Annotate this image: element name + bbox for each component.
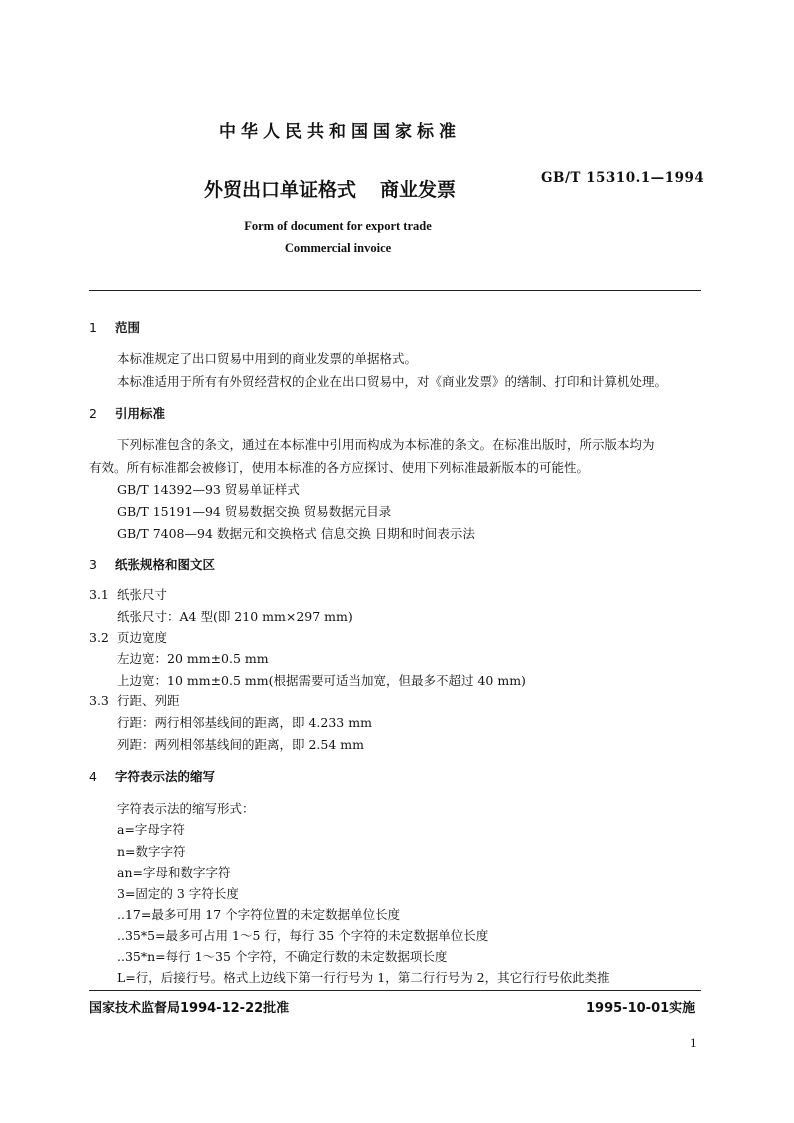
subsection-number: 3.3 bbox=[89, 693, 109, 708]
abbreviation-line: 3=固定的 3 字符长度 bbox=[117, 886, 239, 901]
reference-item: GB/T 14392—93 贸易单证样式 bbox=[117, 482, 300, 497]
paragraph-line: 行距：两行相邻基线间的距离，即 4.233 mm bbox=[117, 715, 372, 730]
paragraph-line: 纸张尺寸：A4 型(即 210 mm×297 mm) bbox=[117, 609, 353, 624]
section-3-heading bbox=[89, 555, 215, 573]
paragraph-line: 有效。所有标准都会被修订，使用本标准的各方应探讨、使用下列标准最新版本的可能性。 bbox=[89, 460, 590, 475]
abbreviation-line: a=字母字符 bbox=[117, 822, 185, 837]
abbreviation-line: L=行，后接行号。格式上边线下第一行行号为 1，第二行行号为 2，其它行行号依此类推 bbox=[117, 970, 610, 985]
standard-number: GB/T 15310.1—1994 bbox=[541, 170, 705, 186]
subsection-3-1-heading bbox=[89, 585, 167, 603]
section-number: 3 bbox=[89, 557, 97, 572]
subsection-title: 页边宽度 bbox=[117, 630, 168, 645]
national-standard-heading: 中华人民共和国国家标准 bbox=[219, 122, 461, 142]
section-number: 4 bbox=[89, 769, 97, 784]
footer-divider bbox=[89, 990, 701, 991]
section-number: 2 bbox=[89, 406, 97, 421]
abbreviation-line: ..35*n=每行 1～35 个字符，不确定行数的未定数据项长度 bbox=[117, 949, 448, 964]
abbreviation-line: 字符表示法的缩写形式： bbox=[117, 801, 255, 816]
section-title: 范围 bbox=[115, 320, 141, 335]
subsection-3-3-heading bbox=[89, 691, 180, 709]
paragraph-line: 本标准适用于所有有外贸经营权的企业在出口贸易中，对《商业发票》的缮制、打印和计算机处理。 bbox=[117, 374, 668, 389]
document-title-cn bbox=[204, 175, 456, 202]
subsection-title: 行距、列距 bbox=[117, 693, 180, 708]
title-cn-part2: 商业发票 bbox=[380, 179, 457, 201]
section-number: 1 bbox=[89, 320, 97, 335]
subsection-number: 3.2 bbox=[89, 630, 109, 645]
subsection-3-2-heading bbox=[89, 628, 167, 646]
abbreviation-line: ..17=最多可用 17 个字符位置的未定数据单位长度 bbox=[117, 907, 401, 922]
approval-info: 国家技术监督局1994-12-22批准 bbox=[89, 1001, 290, 1016]
section-title: 引用标准 bbox=[115, 406, 166, 421]
reference-item: GB/T 15191—94 贸易数据交换 贸易数据元目录 bbox=[117, 504, 392, 519]
title-en-line1: Form of document for export trade bbox=[244, 219, 432, 233]
paragraph-line: 下列标准包含的条文，通过在本标准中引用而构成为本标准的条文。在标准出版时，所示版本均为 bbox=[117, 437, 655, 452]
abbreviation-line: an=字母和数字字符 bbox=[117, 865, 231, 880]
paragraph-line: 本标准规定了出口贸易中用到的商业发票的单据格式。 bbox=[117, 351, 418, 366]
subsection-title: 纸张尺寸 bbox=[117, 587, 168, 602]
section-4-heading bbox=[89, 767, 215, 785]
section-title: 纸张规格和图文区 bbox=[115, 557, 216, 572]
title-en-line2: Commercial invoice bbox=[284, 241, 392, 255]
implementation-date: 1995-10-01实施 bbox=[586, 1001, 696, 1016]
paragraph-line: 左边宽：20 mm±0.5 mm bbox=[117, 651, 269, 666]
paragraph-line: 上边宽：10 mm±0.5 mm(根据需要可适当加宽，但最多不超过 40 mm) bbox=[117, 673, 526, 688]
title-cn-part1: 外贸出口单证格式 bbox=[204, 179, 357, 201]
reference-item: GB/T 7408—94 数据元和交换格式 信息交换 日期和时间表示法 bbox=[117, 526, 475, 541]
paragraph-line: 列距：两列相邻基线间的距离，即 2.54 mm bbox=[117, 737, 364, 752]
header-divider bbox=[89, 290, 701, 291]
section-title: 字符表示法的缩写 bbox=[115, 769, 216, 784]
subsection-number: 3.1 bbox=[89, 587, 109, 602]
page-number: 1 bbox=[690, 1035, 697, 1050]
abbreviation-line: ..35*5=最多可占用 1～5 行，每行 35 个字符的未定数据单位长度 bbox=[117, 928, 489, 943]
section-1-heading bbox=[89, 318, 140, 336]
section-2-heading bbox=[89, 404, 165, 422]
abbreviation-line: n=数字字符 bbox=[117, 844, 186, 859]
